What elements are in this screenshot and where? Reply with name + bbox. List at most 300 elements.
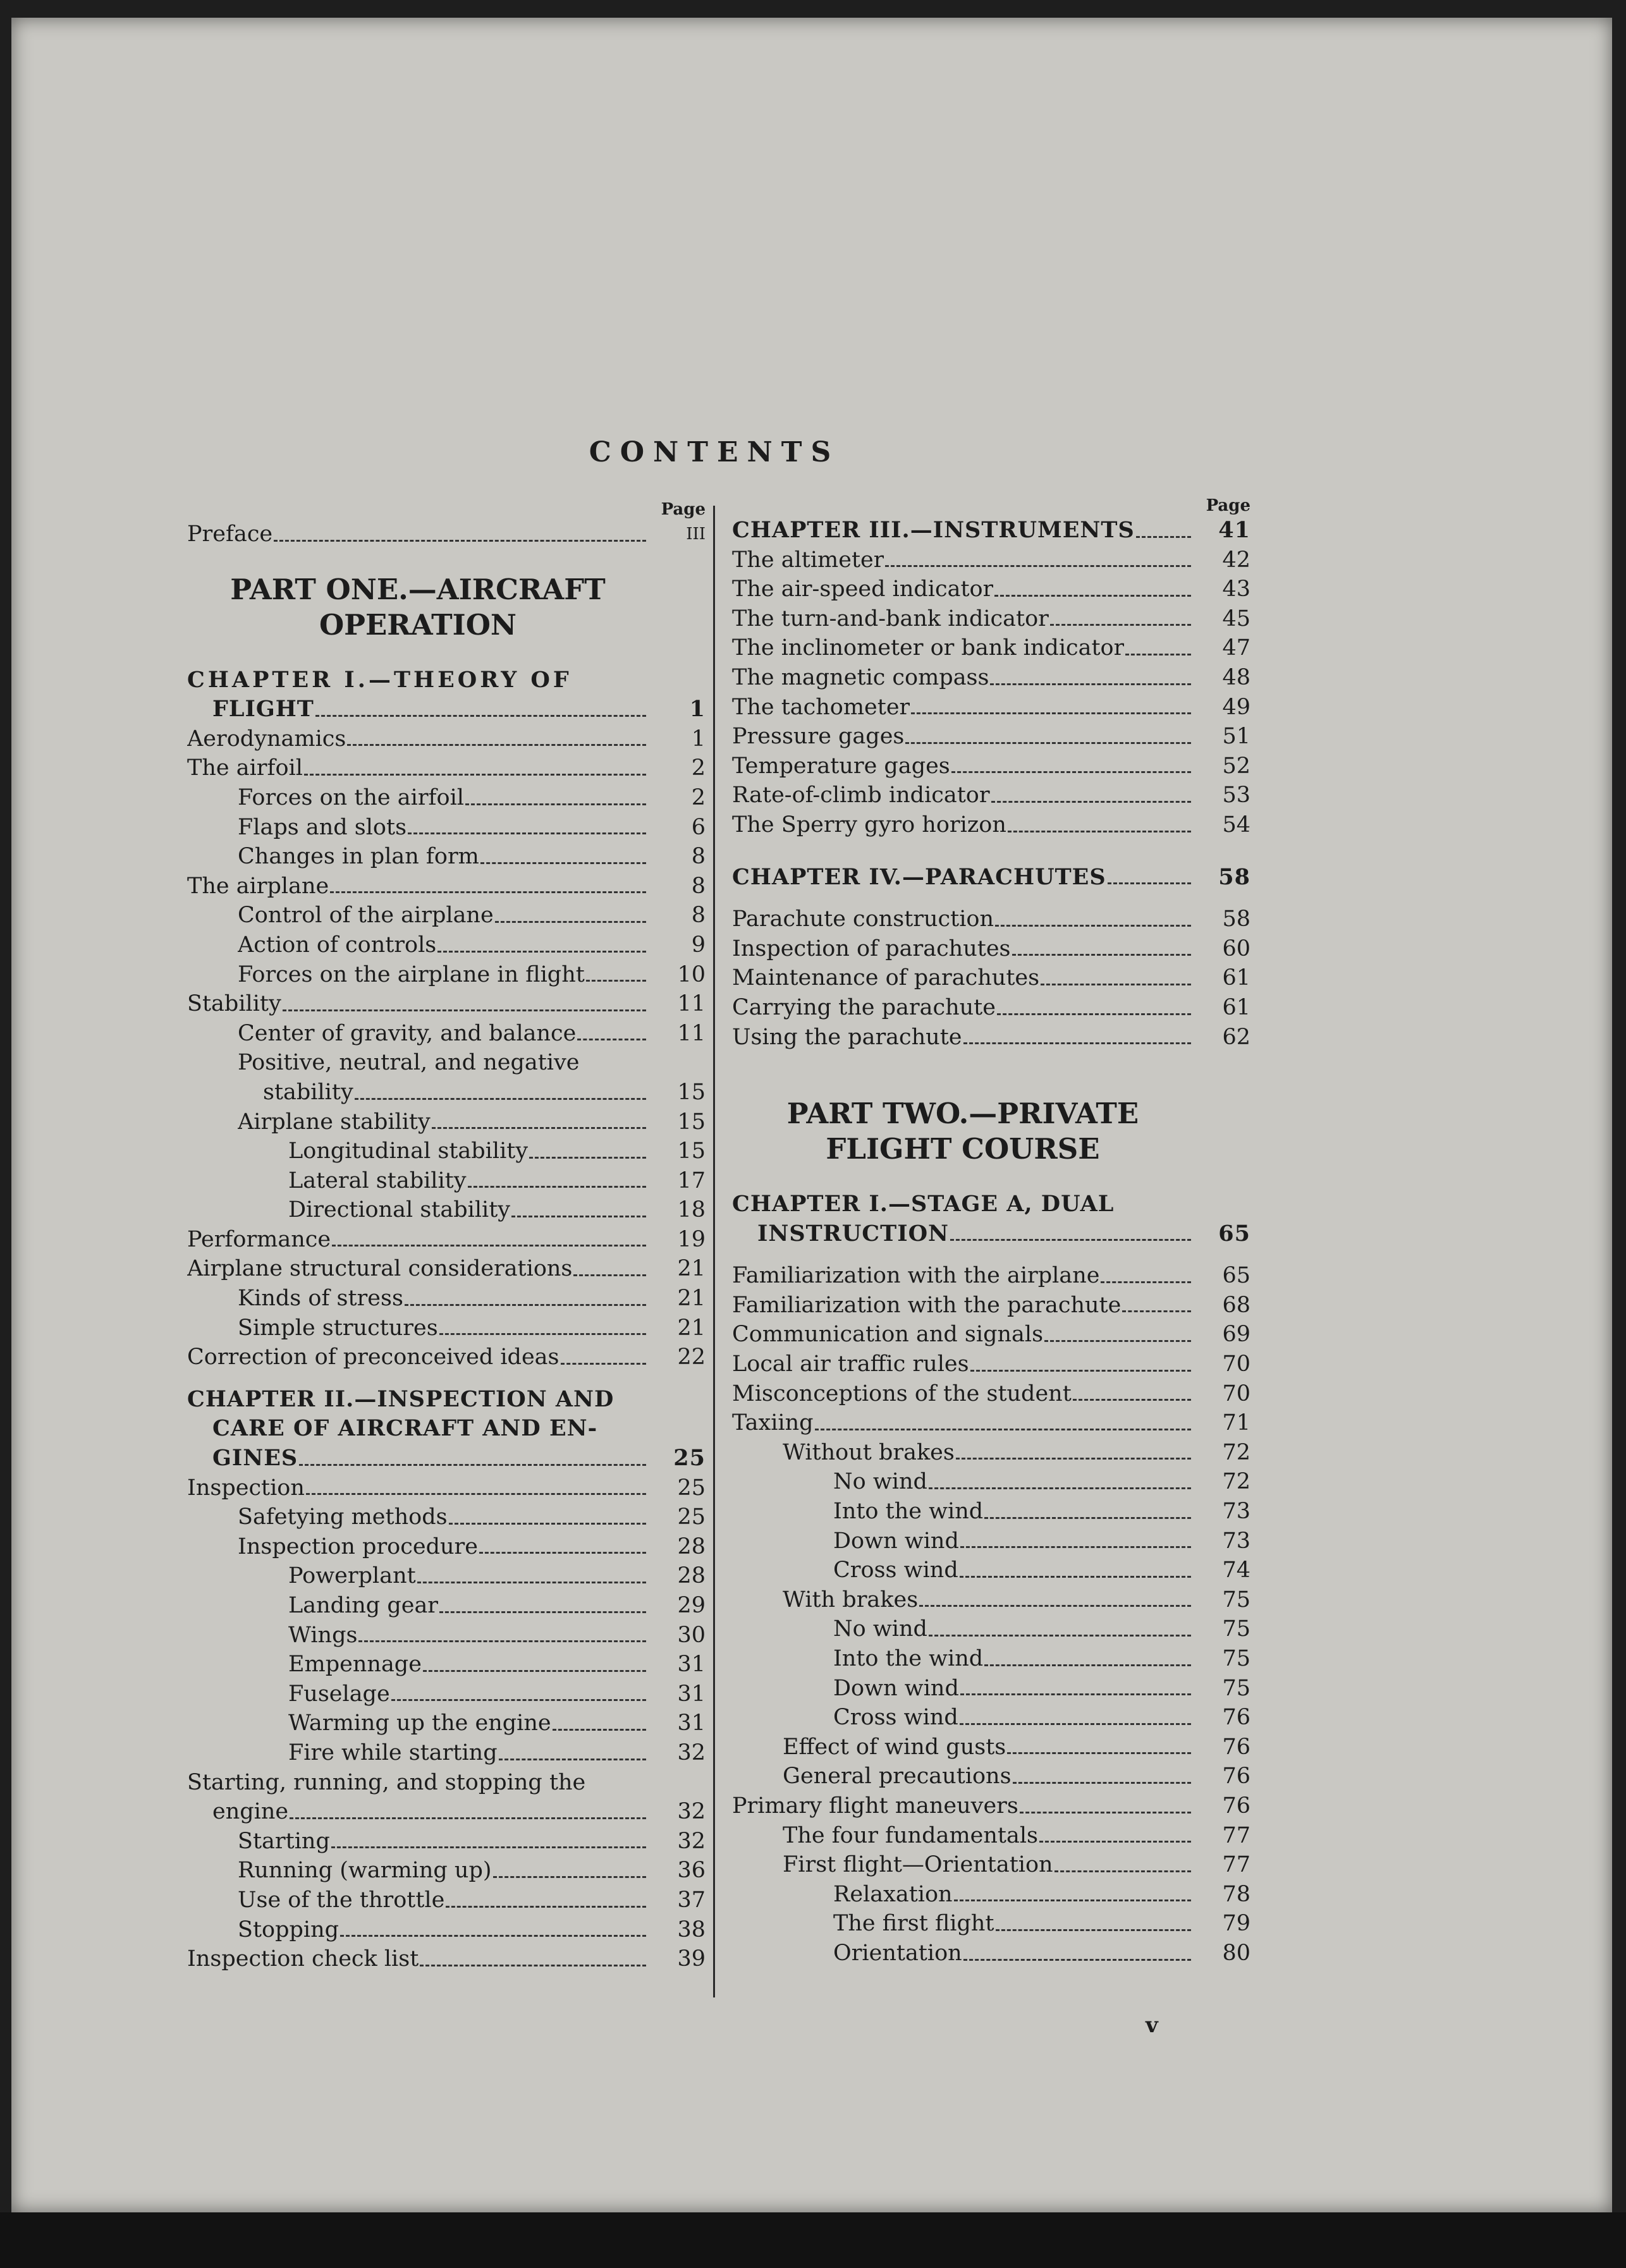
dot-leader bbox=[956, 1458, 1191, 1460]
dot-leader bbox=[960, 1723, 1191, 1725]
toc-entry[interactable] bbox=[732, 905, 1250, 934]
toc-entry[interactable] bbox=[732, 693, 1250, 722]
toc-entry-label: The air-speed indicator bbox=[732, 576, 994, 602]
dot-leader bbox=[465, 803, 646, 805]
toc-entry-page: 2 bbox=[691, 755, 706, 781]
toc-entry-page: 21 bbox=[677, 1256, 706, 1282]
toc-entry[interactable] bbox=[732, 1909, 1250, 1939]
toc-entry[interactable] bbox=[187, 1503, 706, 1532]
toc-entry-page: 58 bbox=[1222, 906, 1250, 932]
dot-leader bbox=[929, 1635, 1191, 1637]
toc-entry-label: Kinds of stress bbox=[238, 1286, 403, 1312]
toc-entry[interactable] bbox=[187, 1166, 706, 1196]
toc-entry[interactable] bbox=[732, 963, 1250, 993]
toc-entry-page: 75 bbox=[1222, 1587, 1250, 1613]
toc-entry[interactable] bbox=[187, 1225, 706, 1255]
toc-entry-label: Center of gravity, and balance bbox=[238, 1020, 577, 1046]
dot-leader bbox=[951, 771, 1191, 773]
toc-entry-label: stability bbox=[263, 1079, 353, 1105]
toc-entry-page: 47 bbox=[1222, 635, 1250, 661]
dot-leader bbox=[984, 1517, 1191, 1519]
dot-leader bbox=[283, 1009, 646, 1011]
toc-entry[interactable] bbox=[732, 575, 1250, 604]
dot-leader bbox=[911, 712, 1191, 714]
dot-leader bbox=[437, 951, 646, 953]
toc-entry[interactable] bbox=[187, 1254, 706, 1284]
dot-leader bbox=[417, 1582, 646, 1583]
toc-entry-page: 25 bbox=[677, 1504, 706, 1530]
toc-entry-label: Landing gear bbox=[288, 1593, 439, 1618]
dot-leader bbox=[315, 715, 646, 717]
toc-entry-page: 31 bbox=[677, 1652, 706, 1678]
toc-entry-page: 74 bbox=[1222, 1558, 1250, 1583]
toc-entry[interactable] bbox=[187, 1827, 706, 1856]
toc-entry[interactable] bbox=[732, 1556, 1250, 1585]
dot-leader bbox=[274, 540, 646, 542]
toc-entry-page: 15 bbox=[677, 1138, 706, 1164]
toc-entry-label: Use of the throttle bbox=[238, 1887, 445, 1913]
toc-entry[interactable] bbox=[732, 1703, 1250, 1733]
toc-entry-label: Performance bbox=[187, 1226, 331, 1252]
dot-leader bbox=[1101, 1281, 1191, 1283]
toc-entry[interactable] bbox=[187, 1915, 706, 1945]
toc-entry-label: Carrying the parachute bbox=[732, 994, 996, 1020]
toc-entry[interactable] bbox=[187, 1561, 706, 1591]
toc-entry-label: Without brakes bbox=[783, 1439, 955, 1465]
toc-entry[interactable] bbox=[732, 546, 1250, 575]
toc-entry-label: Airplane stability bbox=[238, 1109, 431, 1135]
toc-entry[interactable] bbox=[732, 1261, 1250, 1291]
toc-entry-page: 80 bbox=[1222, 1940, 1250, 1966]
dot-leader bbox=[1008, 831, 1191, 832]
toc-entry-page: 54 bbox=[1222, 812, 1250, 838]
toc-entry[interactable] bbox=[732, 1939, 1250, 1968]
dot-leader bbox=[963, 1959, 1191, 1961]
toc-entry[interactable] bbox=[187, 1680, 706, 1709]
toc-entry[interactable] bbox=[732, 1762, 1250, 1791]
dot-leader bbox=[468, 1186, 646, 1188]
toc-entry-page: 31 bbox=[677, 1710, 706, 1736]
toc-entry[interactable] bbox=[187, 1473, 706, 1503]
toc-entry-label: INSTRUCTION bbox=[757, 1220, 950, 1247]
toc-entry[interactable] bbox=[187, 930, 706, 960]
toc-entry-label: Changes in plan form bbox=[238, 844, 479, 870]
toc-entry[interactable] bbox=[187, 1019, 706, 1049]
toc-entry[interactable] bbox=[187, 1621, 706, 1650]
toc-entry-label: Inspection procedure bbox=[238, 1533, 478, 1559]
toc-entry-page: 28 bbox=[677, 1563, 706, 1589]
toc-entry-label: Inspection check list bbox=[187, 1946, 419, 1972]
toc-entry-page: 72 bbox=[1222, 1439, 1250, 1465]
dot-leader bbox=[586, 980, 646, 982]
toc-entry-label: Parachute construction bbox=[732, 906, 994, 932]
toc-entry-page: 58 bbox=[1218, 863, 1250, 890]
toc-entry[interactable] bbox=[732, 1527, 1250, 1556]
dot-leader bbox=[299, 1464, 646, 1466]
dot-leader bbox=[420, 1965, 646, 1966]
toc-entry-label: Simple structures bbox=[238, 1315, 438, 1341]
toc-entry-page: 71 bbox=[1222, 1410, 1250, 1436]
part-heading-line: FLIGHT COURSE bbox=[826, 1132, 1100, 1166]
toc-entry-label: FLIGHT bbox=[212, 696, 314, 722]
part-heading-line: PART TWO.—PRIVATE bbox=[786, 1097, 1139, 1131]
toc-entry-label: Cross wind bbox=[833, 1705, 958, 1731]
dot-leader bbox=[493, 1876, 646, 1878]
dot-leader bbox=[332, 1245, 646, 1247]
toc-entry[interactable] bbox=[732, 1791, 1250, 1821]
toc-entry[interactable] bbox=[187, 813, 706, 843]
toc-entry[interactable] bbox=[732, 1585, 1250, 1615]
dot-leader bbox=[970, 1370, 1191, 1372]
toc-entry-label: engine bbox=[212, 1799, 289, 1825]
toc-entry[interactable] bbox=[732, 1291, 1250, 1320]
page-title: CONTENTS bbox=[589, 436, 840, 468]
toc-entry-label: Local air traffic rules bbox=[732, 1351, 969, 1377]
dot-leader bbox=[573, 1274, 646, 1276]
toc-entry-label: CHAPTER IV.—PARACHUTES bbox=[732, 863, 1106, 890]
toc-entry-page: 6 bbox=[691, 814, 706, 840]
dot-leader bbox=[480, 862, 646, 864]
toc-entry-label: Powerplant bbox=[288, 1563, 416, 1589]
toc-entry[interactable] bbox=[732, 722, 1250, 752]
toc-entry-label: The first flight bbox=[833, 1911, 994, 1937]
toc-entry[interactable] bbox=[732, 752, 1250, 781]
toc-entry-page: 75 bbox=[1222, 1646, 1250, 1671]
toc-entry-label: Communication and signals bbox=[732, 1322, 1044, 1348]
toc-entry-page: 42 bbox=[1222, 547, 1250, 573]
toc-entry[interactable] bbox=[187, 1591, 706, 1621]
toc-entry-page: 76 bbox=[1222, 1793, 1250, 1819]
dot-leader bbox=[995, 925, 1191, 927]
toc-entry[interactable] bbox=[732, 604, 1250, 634]
toc-entry[interactable] bbox=[732, 1497, 1250, 1527]
toc-entry-page: 49 bbox=[1222, 694, 1250, 720]
dot-leader bbox=[929, 1487, 1191, 1489]
toc-entry-page: 22 bbox=[677, 1344, 706, 1370]
toc-entry-label: Rate-of-climb indicator bbox=[732, 783, 990, 808]
toc-entry-page: 21 bbox=[677, 1286, 706, 1312]
toc-entry-label: Stability bbox=[187, 991, 281, 1017]
dot-leader bbox=[553, 1729, 646, 1731]
toc-entry-label: Cross wind bbox=[833, 1558, 958, 1583]
toc-entry[interactable] bbox=[732, 1674, 1250, 1704]
toc-entry-label: CHAPTER III.—INSTRUMENTS bbox=[732, 517, 1135, 543]
toc-entry-page: 15 bbox=[677, 1109, 706, 1135]
toc-entry[interactable] bbox=[187, 1343, 706, 1372]
dot-leader bbox=[391, 1699, 646, 1701]
toc-entry-page: 19 bbox=[677, 1226, 706, 1252]
toc-entry[interactable] bbox=[732, 1733, 1250, 1762]
toc-entry[interactable] bbox=[732, 663, 1250, 693]
toc-entry-label: Familiarization with the airplane bbox=[732, 1263, 1100, 1289]
toc-entry[interactable] bbox=[187, 989, 706, 1019]
dot-leader bbox=[960, 1576, 1191, 1578]
toc-entry-page: 65 bbox=[1222, 1263, 1250, 1289]
toc-entry-page: 62 bbox=[1222, 1024, 1250, 1050]
page-column-header: Page bbox=[1206, 496, 1250, 515]
toc-entry-page: 51 bbox=[1222, 724, 1250, 750]
toc-entry-label: Relaxation bbox=[833, 1881, 953, 1907]
toc-entry-label: Wings bbox=[288, 1622, 358, 1648]
toc-entry-label: Orientation bbox=[833, 1940, 962, 1966]
toc-entry[interactable] bbox=[187, 1195, 706, 1225]
scanner-background bbox=[0, 2212, 1626, 2268]
dot-leader bbox=[561, 1363, 646, 1365]
toc-entry-label: Directional stability bbox=[288, 1197, 511, 1223]
toc-entry-label: Forces on the airfoil bbox=[238, 784, 464, 810]
toc-entry-label: Fire while starting bbox=[288, 1740, 498, 1765]
toc-entry[interactable] bbox=[187, 960, 706, 990]
toc-entry-page: 68 bbox=[1222, 1292, 1250, 1318]
toc-entry-label: Down wind bbox=[833, 1528, 959, 1554]
toc-entry-label: Pressure gages bbox=[732, 724, 905, 750]
dot-leader bbox=[331, 1846, 646, 1848]
toc-entry-page: 32 bbox=[677, 1828, 706, 1854]
toc-entry-label: Running (warming up) bbox=[238, 1858, 492, 1884]
toc-entry-page: 37 bbox=[677, 1887, 706, 1913]
dot-leader bbox=[997, 1013, 1191, 1015]
dot-leader bbox=[358, 1640, 646, 1642]
toc-entry[interactable] bbox=[187, 753, 706, 783]
dot-leader bbox=[1050, 624, 1191, 626]
toc-entry-page: 69 bbox=[1222, 1322, 1250, 1348]
toc-chapter-entry[interactable] bbox=[187, 695, 706, 724]
toc-entry-label: Taxiing bbox=[732, 1410, 814, 1436]
toc-entry-label: Warming up the engine bbox=[288, 1710, 551, 1736]
toc-entry-page: 10 bbox=[677, 961, 706, 987]
dot-leader bbox=[919, 1605, 1191, 1607]
dot-leader bbox=[408, 832, 646, 834]
toc-entry[interactable] bbox=[187, 1944, 706, 1974]
toc-entry[interactable] bbox=[732, 810, 1250, 840]
dot-leader bbox=[1012, 954, 1192, 956]
toc-entry-label: Misconceptions of the student bbox=[732, 1381, 1072, 1406]
dot-leader bbox=[529, 1157, 646, 1159]
page-column-header: Page bbox=[661, 500, 706, 519]
toc-entry-page: 43 bbox=[1222, 576, 1250, 602]
toc-entry[interactable] bbox=[732, 1614, 1250, 1644]
dot-leader bbox=[304, 774, 646, 776]
toc-entry-label: The four fundamentals bbox=[783, 1822, 1038, 1848]
toc-entry[interactable] bbox=[187, 1532, 706, 1562]
toc-entry-page: 38 bbox=[677, 1917, 706, 1942]
chapter-heading: CHAPTER I.—STAGE A, DUAL bbox=[732, 1191, 1115, 1217]
toc-entry[interactable] bbox=[732, 633, 1250, 663]
toc-entry[interactable] bbox=[732, 1880, 1250, 1910]
toc-entry-label: Into the wind bbox=[833, 1499, 984, 1525]
toc-entry-label: Correction of preconceived ideas bbox=[187, 1344, 559, 1370]
toc-entry[interactable] bbox=[187, 872, 706, 901]
toc-entry[interactable] bbox=[732, 781, 1250, 810]
toc-entry-label: Forces on the airplane in flight bbox=[238, 961, 585, 987]
dot-leader bbox=[511, 1216, 646, 1217]
toc-entry-preface[interactable] bbox=[187, 520, 706, 549]
toc-entry-label: Effect of wind gusts bbox=[783, 1734, 1006, 1760]
toc-entry-label: Down wind bbox=[833, 1675, 959, 1701]
toc-entry-page: 76 bbox=[1222, 1705, 1250, 1731]
dot-leader bbox=[1122, 1310, 1191, 1312]
dot-leader bbox=[499, 1759, 646, 1760]
toc-entry[interactable] bbox=[732, 993, 1250, 1023]
toc-chapter-entry[interactable] bbox=[732, 516, 1250, 546]
toc-entry[interactable] bbox=[732, 1023, 1250, 1052]
chapter-heading: CARE OF AIRCRAFT AND EN- bbox=[212, 1415, 598, 1442]
toc-entry[interactable] bbox=[732, 1379, 1250, 1409]
toc-entry-label: GINES bbox=[212, 1445, 298, 1472]
toc-entry-page: 78 bbox=[1222, 1881, 1250, 1907]
toc-entry-label: Aerodynamics bbox=[187, 726, 346, 752]
dot-leader bbox=[306, 1493, 646, 1495]
toc-entry[interactable] bbox=[732, 1644, 1250, 1674]
toc-entry-page: 60 bbox=[1222, 936, 1250, 961]
dot-leader bbox=[996, 1929, 1191, 1931]
toc-entry-label: Preface bbox=[187, 521, 273, 547]
toc-entry-label: Longitudinal stability bbox=[288, 1138, 529, 1164]
dot-leader bbox=[950, 1239, 1191, 1241]
toc-entry-page: 39 bbox=[677, 1946, 706, 1972]
toc-entry-label: First flight—Orientation bbox=[783, 1852, 1053, 1878]
toc-entry-page: 61 bbox=[1222, 965, 1250, 991]
toc-entry-page: 61 bbox=[1222, 994, 1250, 1020]
toc-entry-page: 1 bbox=[689, 696, 706, 722]
toc-entry[interactable] bbox=[732, 1320, 1250, 1350]
toc-entry-page: 73 bbox=[1222, 1528, 1250, 1554]
dot-leader bbox=[1044, 1340, 1191, 1342]
toc-entry-page: 1 bbox=[691, 726, 706, 752]
toc-entry-page: 2 bbox=[691, 784, 706, 810]
toc-entry-label: Control of the airplane bbox=[238, 903, 494, 929]
toc-entry[interactable] bbox=[187, 1797, 706, 1827]
toc-entry[interactable] bbox=[732, 1850, 1250, 1880]
dot-leader bbox=[1136, 536, 1191, 538]
chapter-heading: CHAPTER II.—INSPECTION AND bbox=[187, 1386, 614, 1412]
toc-entry-page: 76 bbox=[1222, 1764, 1250, 1789]
dot-leader bbox=[1108, 882, 1191, 884]
toc-entry-label: The turn-and-bank indicator bbox=[732, 606, 1049, 631]
dot-leader bbox=[1039, 1841, 1191, 1843]
toc-entry[interactable] bbox=[187, 724, 706, 754]
toc-entry[interactable] bbox=[187, 1886, 706, 1915]
toc-entry-page: 9 bbox=[691, 932, 706, 958]
dot-leader bbox=[355, 1098, 646, 1100]
toc-right-column bbox=[732, 496, 1250, 1968]
toc-entry[interactable] bbox=[732, 934, 1250, 964]
toc-entry-page: 8 bbox=[691, 844, 706, 870]
dot-leader bbox=[991, 801, 1191, 803]
toc-entry-label: With brakes bbox=[783, 1587, 919, 1613]
toc-chapter-entry[interactable] bbox=[187, 1444, 706, 1473]
part-heading-line: PART ONE.—AIRCRAFT bbox=[230, 572, 606, 606]
dot-leader bbox=[340, 1935, 646, 1937]
toc-chapter-entry[interactable] bbox=[732, 1219, 1250, 1249]
toc-entry-label: The magnetic compass bbox=[732, 664, 989, 690]
toc-entry-label: Inspection of parachutes bbox=[732, 936, 1011, 961]
toc-entry-page: 77 bbox=[1222, 1822, 1250, 1848]
toc-entry-page: 73 bbox=[1222, 1499, 1250, 1525]
dot-leader bbox=[439, 1333, 646, 1335]
toc-entry-label: Maintenance of parachutes bbox=[732, 965, 1040, 991]
toc-entry-page: 48 bbox=[1222, 664, 1250, 690]
dot-leader bbox=[960, 1693, 1191, 1695]
toc-entry[interactable] bbox=[187, 1137, 706, 1166]
dot-leader bbox=[446, 1906, 646, 1908]
dot-leader bbox=[963, 1042, 1191, 1044]
toc-entry-page: 21 bbox=[677, 1315, 706, 1341]
toc-entry-page: 79 bbox=[1222, 1911, 1250, 1937]
toc-entry[interactable] bbox=[187, 842, 706, 872]
toc-entry[interactable] bbox=[732, 1467, 1250, 1497]
toc-entry[interactable] bbox=[187, 1314, 706, 1343]
toc-entry-label: Stopping bbox=[238, 1917, 339, 1942]
toc-entry-label-line: Starting, running, and stopping the bbox=[187, 1769, 586, 1795]
toc-entry[interactable] bbox=[732, 1821, 1250, 1851]
toc-entry-page: 11 bbox=[677, 1020, 706, 1046]
dot-leader bbox=[905, 742, 1191, 744]
toc-entry[interactable] bbox=[187, 1284, 706, 1314]
toc-entry[interactable] bbox=[732, 1350, 1250, 1379]
toc-entry-label: The airfoil bbox=[187, 755, 303, 781]
toc-entry-label: No wind bbox=[833, 1469, 927, 1495]
toc-entry[interactable] bbox=[732, 1438, 1250, 1468]
dot-leader bbox=[1125, 654, 1191, 655]
toc-entry[interactable] bbox=[187, 1738, 706, 1768]
toc-entry[interactable] bbox=[187, 1709, 706, 1738]
toc-entry-label: The airplane bbox=[187, 873, 329, 899]
toc-entry-label: Airplane structural considerations bbox=[187, 1256, 573, 1282]
dot-leader bbox=[432, 1127, 646, 1129]
dot-leader bbox=[954, 1899, 1191, 1901]
toc-chapter-entry[interactable] bbox=[732, 863, 1250, 893]
toc-entry[interactable] bbox=[187, 901, 706, 930]
toc-entry[interactable] bbox=[732, 1408, 1250, 1438]
toc-entry[interactable] bbox=[187, 1650, 706, 1680]
toc-entry-label: Inspection bbox=[187, 1475, 305, 1501]
dot-leader bbox=[1013, 1782, 1191, 1784]
toc-entry-label: General precautions bbox=[783, 1764, 1012, 1789]
toc-entry-label: Lateral stability bbox=[288, 1168, 467, 1193]
toc-entry-label: Familiarization with the parachute bbox=[732, 1292, 1122, 1318]
toc-entry-page: 36 bbox=[677, 1858, 706, 1884]
dot-leader bbox=[994, 595, 1191, 597]
toc-entry[interactable] bbox=[187, 1078, 706, 1107]
toc-entry[interactable] bbox=[187, 1856, 706, 1886]
toc-entry-page: 30 bbox=[677, 1622, 706, 1648]
toc-entry-page: 77 bbox=[1222, 1852, 1250, 1878]
dot-leader bbox=[423, 1670, 646, 1672]
dot-leader bbox=[990, 683, 1191, 685]
toc-entry-page: 18 bbox=[677, 1197, 706, 1223]
column-divider bbox=[713, 506, 715, 1997]
dot-leader bbox=[1054, 1870, 1191, 1872]
toc-entry-page: 52 bbox=[1222, 753, 1250, 779]
page-folio: v bbox=[1146, 2013, 1158, 2038]
toc-entry-label: Into the wind bbox=[833, 1646, 984, 1671]
part-heading bbox=[187, 572, 706, 643]
toc-entry-page: 17 bbox=[677, 1168, 706, 1193]
dot-leader bbox=[439, 1611, 646, 1613]
toc-entry[interactable] bbox=[187, 783, 706, 813]
toc-entry-label: The inclinometer or bank indicator bbox=[732, 635, 1125, 661]
toc-entry-label: The altimeter bbox=[732, 547, 884, 573]
toc-left-column bbox=[187, 499, 706, 1974]
dot-leader bbox=[405, 1304, 646, 1306]
dot-leader bbox=[577, 1039, 646, 1040]
toc-entry-page: 53 bbox=[1222, 783, 1250, 808]
toc-entry[interactable] bbox=[187, 1107, 706, 1137]
dot-leader bbox=[960, 1546, 1191, 1548]
dot-leader bbox=[1073, 1399, 1191, 1401]
toc-entry-label: Starting bbox=[238, 1828, 330, 1854]
